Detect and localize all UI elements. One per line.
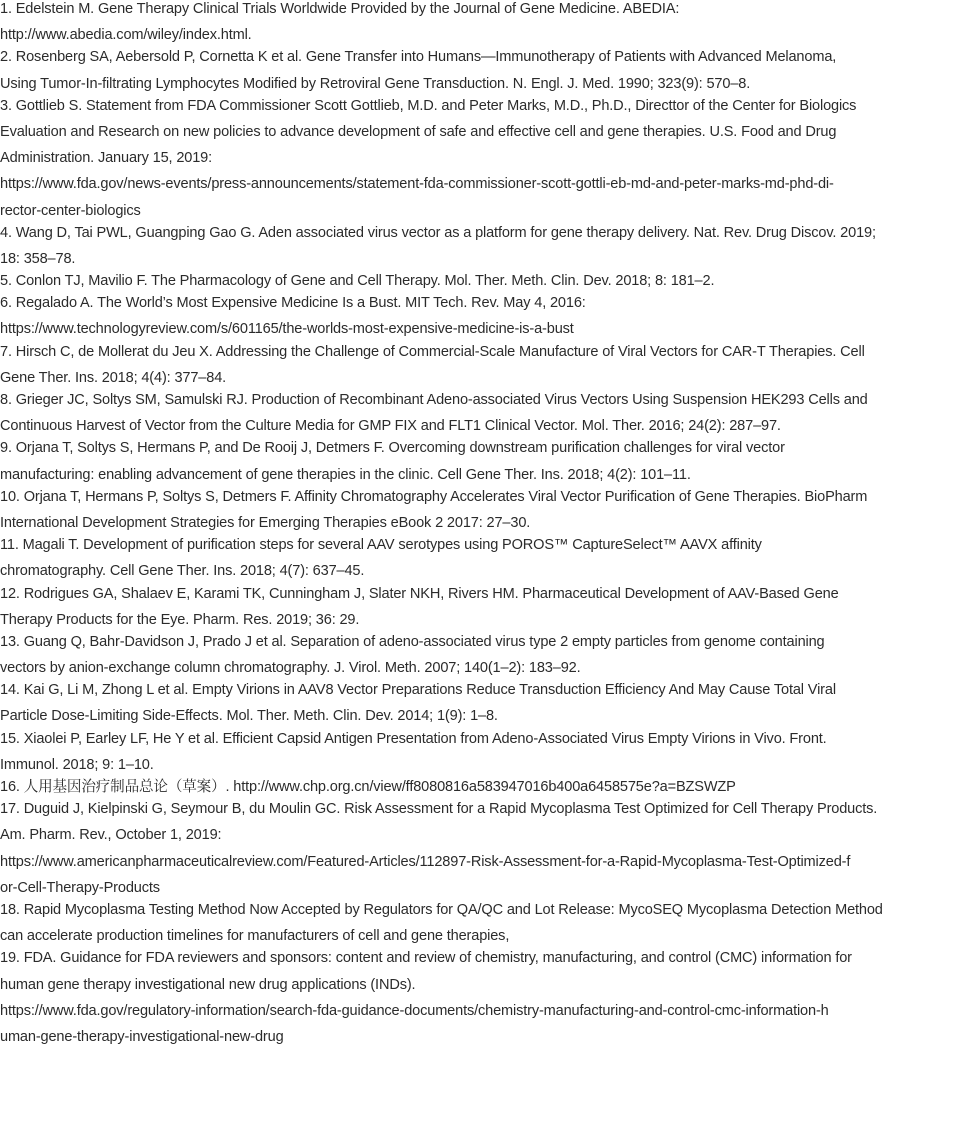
reference-item	[0, 220, 957, 272]
reference-url-line: http://www.abedia.com/wiley/index.html.	[0, 27, 252, 44]
reference-text-line: 10. Orjana T, Hermans P, Soltys S, Detmers F. Affinity Chromatography Accelerates Viral Vector Purification of Gene Therapies. BioPharm	[0, 488, 868, 505]
reference-text-line: 12. Rodrigues GA, Shalaev E, Karami TK, Cunningham J, Slater NKH, Rivers HM. Pharmaceutical Development of AAV-Based Gene	[0, 585, 839, 602]
reference-item	[0, 435, 957, 487]
reference-text-line: Evaluation and Research on new policies to advance development of safe and effective cell and gene therapies. U.S. Food and Drug	[0, 123, 837, 140]
reference-text-line: 18. Rapid Mycoplasma Testing Method Now Accepted by Regulators for QA/QC and Lot Release: MycoSEQ Mycoplasma Detection Method	[0, 901, 883, 918]
reference-url-line: https://www.fda.gov/news-events/press-announcements/statement-fda-commissioner-scott-gottli-eb-md-and-peter-marks-md-phd-di-	[0, 176, 834, 193]
reference-item	[0, 0, 957, 48]
reference-text-line: 16. 人用基因治疗制品总论（草案）. http://www.chp.org.cn/view/ff8080816a583947016b400a6458575e?a=BZSWZP	[0, 779, 736, 795]
reference-item	[0, 290, 957, 342]
reference-item	[0, 532, 957, 584]
reference-text-line: 8. Grieger JC, Soltys SM, Samulski RJ. Production of Recombinant Adeno-associated Virus Vectors Using Suspension HEK293 Cells and	[0, 392, 868, 408]
reference-item	[0, 726, 957, 778]
reference-text-line: Therapy Products for the Eye. Pharm. Res. 2019; 36: 29.	[0, 611, 360, 628]
reference-item	[0, 897, 957, 949]
reference-text-line: 6. Regalado A. The World’s Most Expensive Medicine Is a Bust. MIT Tech. Rev. May 4, 2016:	[0, 295, 586, 312]
reference-text-line: 9. Orjana T, Soltys S, Hermans P, and De Rooij J, Detmers F. Overcoming downstream purification challenges for viral vector	[0, 440, 785, 457]
reference-text-line: or-Cell-Therapy-Products	[0, 879, 160, 896]
reference-text-line: uman-gene-therapy-investigational-new-drug	[0, 1028, 284, 1045]
reference-text-line: chromatography. Cell Gene Ther. Ins. 2018; 4(7): 637–45.	[0, 563, 365, 580]
reference-text-line: vectors by anion-exchange column chromatography. J. Virol. Meth. 2007; 140(1–2): 183–92.	[0, 660, 581, 677]
reference-text-line: Immunol. 2018; 9: 1–10.	[0, 756, 154, 773]
reference-text-line: Particle Dose-Limiting Side-Effects. Mol. Ther. Meth. Clin. Dev. 2014; 1(9): 1–8.	[0, 708, 498, 725]
reference-text-line: Gene Ther. Ins. 2018; 4(4): 377–84.	[0, 369, 227, 386]
reference-text-line: 7. Hirsch C, de Mollerat du Jeu X. Addressing the Challenge of Commercial-Scale Manufacture of Viral Vectors for CAR-T Therapies. Cell	[0, 343, 865, 360]
reference-item	[0, 484, 957, 536]
reference-text-line: human gene therapy investigational new drug applications (INDs).	[0, 976, 416, 993]
reference-text-line: manufacturing: enabling advancement of gene therapies in the clinic. Cell Gene Ther. Ins. 2018; 4(2): 101–11.	[0, 466, 691, 483]
reference-item	[0, 581, 957, 633]
reference-url-line: https://www.technologyreview.com/s/601165/the-worlds-most-expensive-medicine-is-a-bust	[0, 321, 574, 338]
reference-text-line: 19. FDA. Guidance for FDA reviewers and sponsors: content and review of chemistry, manufacturing, and control (CMC) information for	[0, 950, 852, 967]
reference-text-line: 15. Xiaolei P, Earley LF, He Y et al. Efficient Capsid Antigen Presentation from Adeno-Associated Virus Empty Virions in Vivo. Front.	[0, 730, 827, 747]
reference-item	[0, 44, 957, 96]
reference-item	[0, 796, 957, 901]
reference-item	[0, 677, 957, 729]
reference-text-line: 4. Wang D, Tai PWL, Guangping Gao G. Aden associated virus vector as a platform for gene therapy delivery. Nat. Rev. Drug Discov. 2019;	[0, 224, 876, 241]
reference-url-line: https://www.americanpharmaceuticalreview.com/Featured-Articles/112897-Risk-Assessment-for-a-Rapid-Mycoplasma-Test-Optimized-f	[0, 853, 851, 870]
reference-text-line: Using Tumor-In-filtrating Lymphocytes Modified by Retroviral Gene Transduction. N. Engl. J. Med. 1990; 323(9): 570–8.	[0, 75, 751, 92]
reference-item	[0, 339, 957, 391]
reference-text-line: Administration. January 15, 2019:	[0, 150, 213, 167]
reference-item	[0, 945, 957, 1050]
reference-text-line: Continuous Harvest of Vector from the Culture Media for GMP FIX and FLT1 Clinical Vector. Mol. Ther. 2016; 24(2): 287–97.	[0, 418, 781, 435]
reference-text-line: 18: 358–78.	[0, 250, 76, 267]
reference-text-line: 2. Rosenberg SA, Aebersold P, Cornetta K et al. Gene Transfer into Humans—Immunotherapy of Patients with Advanced Melanoma,	[0, 49, 837, 66]
reference-item	[0, 387, 957, 439]
reference-text-line: 3. Gottlieb S. Statement from FDA Commissioner Scott Gottlieb, M.D. and Peter Marks, M.D., Ph.D., Directtor of the Center for Biologics	[0, 97, 857, 114]
reference-text-line: 1. Edelstein M. Gene Therapy Clinical Trials Worldwide Provided by the Journal of Gene Medicine. ABEDIA:	[0, 1, 680, 17]
reference-text-line: 11. Magali T. Development of purification steps for several AAV serotypes using POROS™ CaptureSelect™ AAVX affinity	[0, 537, 762, 554]
reference-text-line: Am. Pharm. Rev., October 1, 2019:	[0, 827, 222, 844]
reference-item	[0, 629, 957, 681]
reference-url-line: https://www.fda.gov/regulatory-information/search-fda-guidance-documents/chemistry-manufacturing-and-control-cmc-information-h	[0, 1002, 829, 1019]
reference-text-line: 5. Conlon TJ, Mavilio F. The Pharmacology of Gene and Cell Therapy. Mol. Ther. Meth. Clin. Dev. 2018; 8: 181–2.	[0, 273, 715, 290]
reference-text-line: 17. Duguid J, Kielpinski G, Seymour B, du Moulin GC. Risk Assessment for a Rapid Mycoplasma Test Optimized for Cell Therapy Products.	[0, 801, 878, 818]
reference-text-line: International Development Strategies for Emerging Therapies eBook 2 2017: 27–30.	[0, 514, 531, 531]
reference-text-line: 14. Kai G, Li M, Zhong L et al. Empty Virions in AAV8 Vector Preparations Reduce Transduction Efficiency And May Cause Total Viral	[0, 682, 836, 699]
reference-text-line: rector-center-biologics	[0, 202, 141, 219]
reference-text-line: 13. Guang Q, Bahr-Davidson J, Prado J et al. Separation of adeno-associated virus type 2 empty particles from genome containing	[0, 633, 825, 650]
reference-item	[0, 93, 957, 224]
reference-text-line: can accelerate production timelines for manufacturers of cell and gene therapies,	[0, 928, 510, 945]
